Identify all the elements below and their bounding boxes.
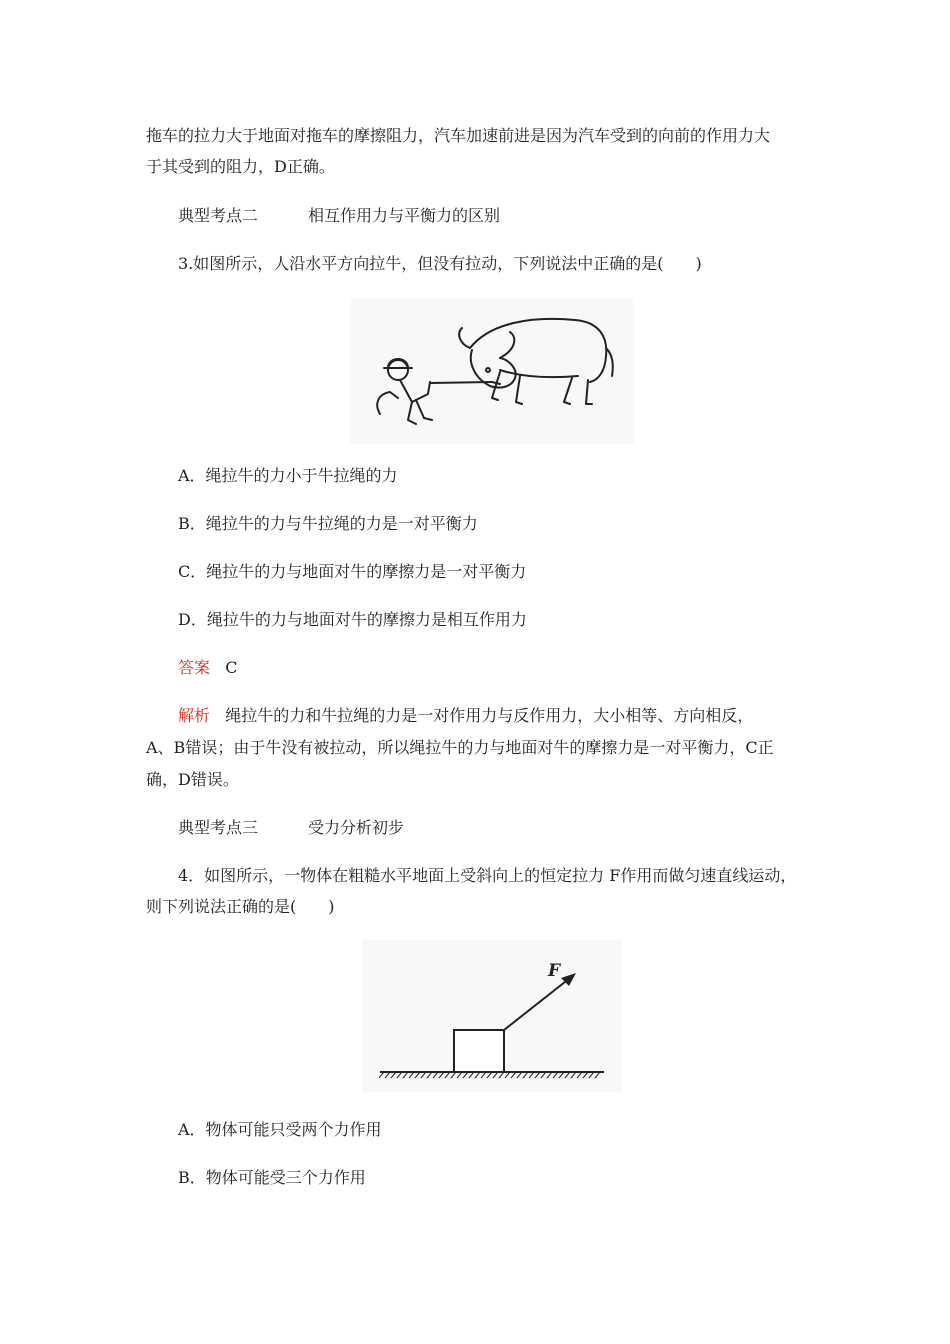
rope — [430, 382, 492, 383]
analysis-text: 绳拉牛的力和牛拉绳的力是一对作用力与反作用力，大小相等、方向相反， — [225, 706, 754, 725]
option-a: A．绳拉牛的力小于牛拉绳的力 — [178, 466, 398, 485]
analysis-line: A、B错误；由于牛没有被拉动，所以绳拉牛的力与地面对牛的摩擦力是一对平衡力，C正 — [146, 738, 774, 757]
analysis-line: 确，D错误。 — [146, 770, 239, 789]
section-subtitle: 相互作用力与平衡力的区别 — [308, 206, 501, 225]
force-label: F — [548, 961, 561, 981]
section-heading — [178, 812, 850, 844]
answer-value: C — [225, 658, 238, 677]
answer-label: 答案 — [178, 658, 211, 677]
question-stem: 3.如图所示，人沿水平方向拉牛，但没有拉动，下列说法中正确的是( ) — [178, 254, 702, 273]
text-line: 拖车的拉力大于地面对拖车的摩擦阻力，汽车加速前进是因为汽车受到的向前的作用力大 — [146, 126, 771, 145]
block — [454, 1030, 504, 1072]
section-heading — [178, 200, 850, 232]
option-b: B．绳拉牛的力与牛拉绳的力是一对平衡力 — [178, 514, 478, 533]
option-d: D．绳拉牛的力与地面对牛的摩擦力是相互作用力 — [178, 610, 527, 629]
option-b: B．物体可能受三个力作用 — [178, 1168, 366, 1187]
text-line: 于其受到的阻力，D正确。 — [146, 157, 335, 176]
analysis-label: 解析 — [178, 706, 211, 725]
section-title: 典型考点三 — [178, 818, 259, 837]
question-stem: 则下列说法正确的是( ) — [146, 897, 335, 916]
option-a: A．物体可能只受两个力作用 — [178, 1120, 382, 1139]
analysis-line — [178, 700, 850, 732]
figure-block-with-force — [362, 940, 622, 1092]
section-title: 典型考点二 — [178, 206, 259, 225]
option-c: C．绳拉牛的力与地面对牛的摩擦力是一对平衡力 — [178, 562, 527, 581]
section-subtitle: 受力分析初步 — [308, 818, 405, 837]
answer-line — [178, 652, 850, 684]
question-stem: 4．如图所示，一物体在粗糙水平地面上受斜向上的恒定拉力 F作用而做匀速直线运动， — [178, 866, 797, 885]
figure-man-pulling-ox — [350, 298, 634, 444]
